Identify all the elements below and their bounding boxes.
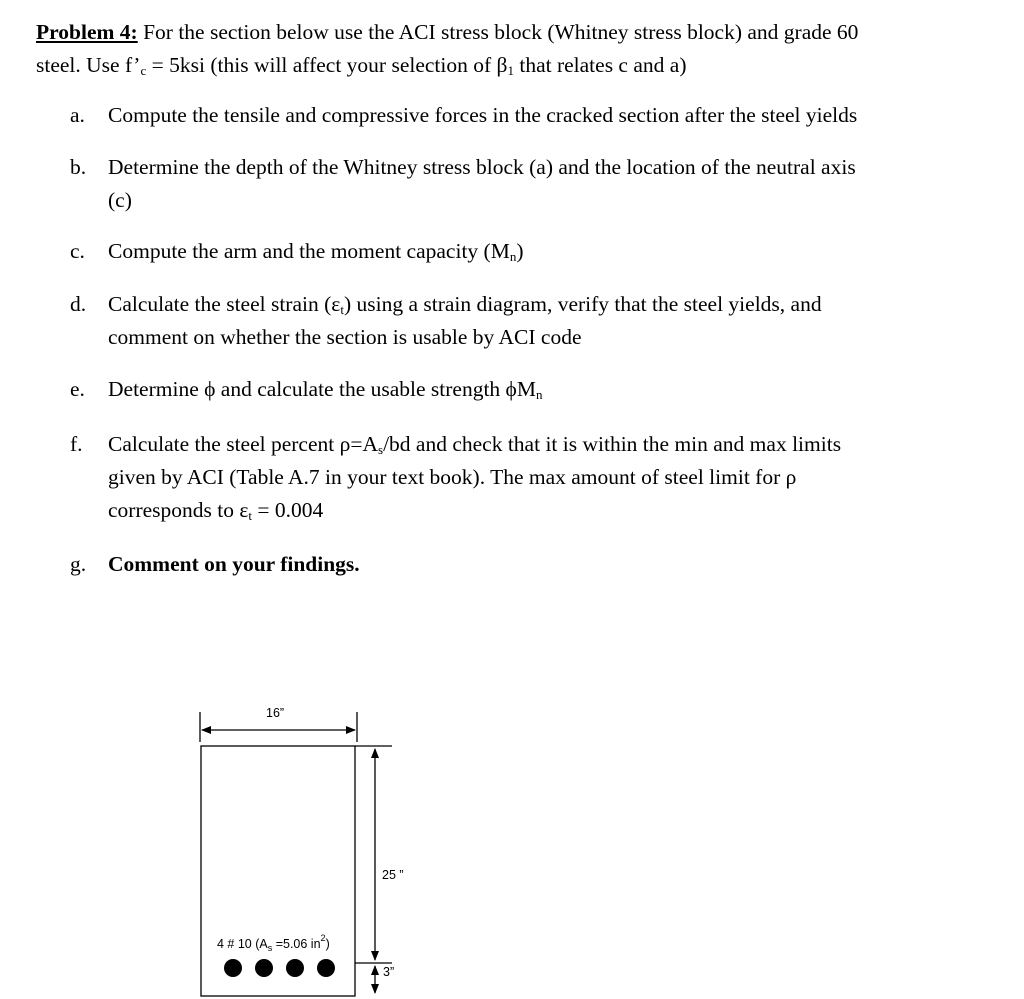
task-text <box>108 151 958 217</box>
task-marker: c. <box>70 239 85 263</box>
cover-label: 3” <box>383 965 395 979</box>
task-line: corresponds to ε <box>108 498 249 522</box>
subscript: t <box>248 508 253 523</box>
task-line: ) <box>516 239 524 263</box>
task-marker: b. <box>70 155 87 179</box>
problem-title: Problem 4: <box>36 20 138 44</box>
depth-label: 25 ” <box>382 868 404 882</box>
subscript: s <box>378 442 384 457</box>
task-text <box>108 288 958 354</box>
beam-section-drawing <box>180 690 440 999</box>
task-marker: f. <box>70 432 83 456</box>
rebar-dot <box>317 959 335 977</box>
task-text: Comment on your findings. <box>108 552 360 576</box>
beta-subscript: 1 <box>507 63 514 78</box>
rebar-label-pre: 4 # 10 (A <box>217 937 268 951</box>
rebar-label-post: ) <box>325 937 330 951</box>
task-line: Compute the arm and the moment capacity (M <box>108 239 510 263</box>
beam-section-figure <box>180 690 440 999</box>
rebar-label-mid: =5.06 in <box>272 937 321 951</box>
task-line: ) using a strain diagram, verify that the steel yields, and <box>343 292 822 316</box>
task-line: Calculate the steel strain (ε <box>108 292 341 316</box>
intro-line2-end: that relates c and a) <box>513 53 687 77</box>
rebar-label-sup: 2 <box>320 933 326 943</box>
task-line: = 0.004 <box>252 498 324 522</box>
rebar-dot <box>255 959 273 977</box>
rebar-dot <box>286 959 304 977</box>
task-line: /bd and check that it is within the min and max limits <box>383 432 842 456</box>
task-line: (c) <box>108 188 132 212</box>
intro-line1: For the section below use the ACI stress block (Whitney stress block) and grade 60 <box>143 20 859 44</box>
intro-line2-mid: = 5ksi (this will affect your selection of β <box>146 53 508 77</box>
task-marker: e. <box>70 377 85 401</box>
beam-outline <box>201 746 355 996</box>
task-text <box>108 373 958 406</box>
task-line: Determine ϕ and calculate the usable strength ϕM <box>108 377 536 401</box>
rebar-label <box>217 933 330 953</box>
intro-line2-pre: steel. Use f’ <box>36 53 141 77</box>
subscript: n <box>536 387 543 402</box>
task-line: given by ACI (Table A.7 in your text book). The max amount of steel limit for ρ <box>108 465 797 489</box>
task-line: Calculate the steel percent ρ=A <box>108 432 378 456</box>
subscript: n <box>509 249 517 264</box>
rebar-label-sub: s <box>267 943 273 953</box>
task-marker: d. <box>70 292 87 316</box>
task-text <box>108 428 958 527</box>
subscript: t <box>340 302 344 317</box>
task-line: Determine the depth of the Whitney stress block (a) and the location of the neutral axis <box>108 155 856 179</box>
task-text <box>108 235 958 268</box>
problem-statement <box>36 16 996 82</box>
task-marker: g. <box>70 552 87 576</box>
task-text: Compute the tensile and compressive forces in the cracked section after the steel yields <box>108 103 858 127</box>
width-label: 16” <box>266 706 285 720</box>
fc-subscript: c <box>140 63 147 78</box>
task-line: comment on whether the section is usable by ACI code <box>108 325 582 349</box>
task-marker: a. <box>70 103 85 127</box>
rebar-dot <box>224 959 242 977</box>
